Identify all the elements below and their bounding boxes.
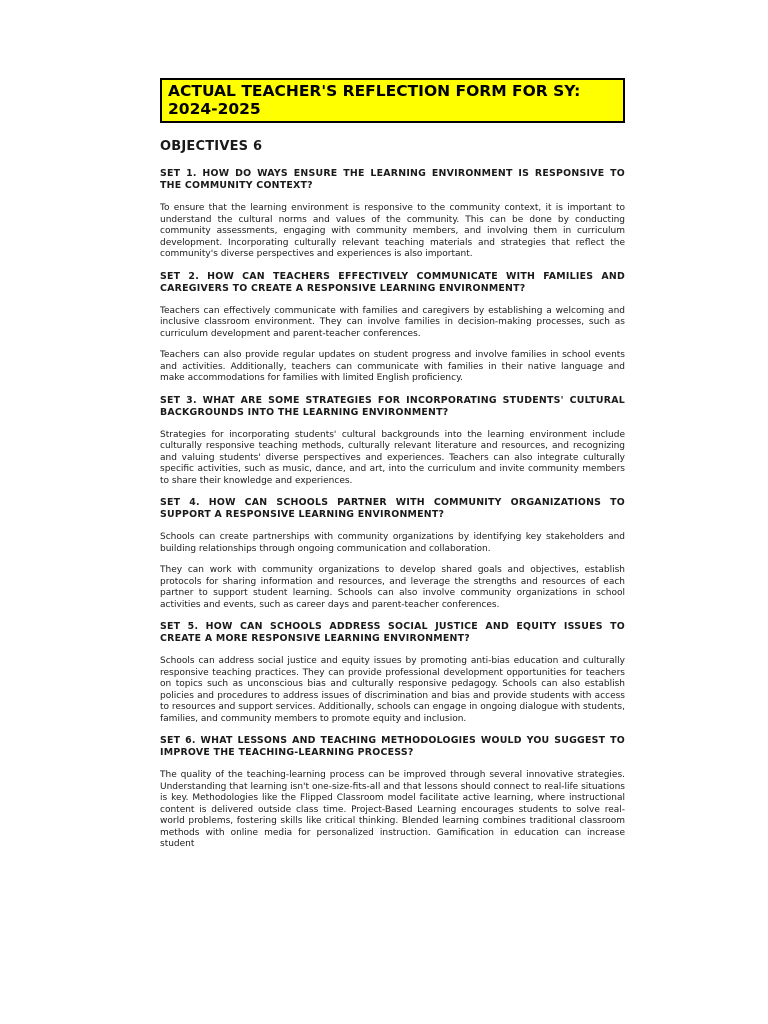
set-paragraph: Strategies for incorporating students' cultural backgrounds into the learning environment include culturally responsive teaching methods, culturally relevant literature and resources, and recognizing and valuing students' diverse perspectives and experiences. Teachers can also integrate culturally specific activities, such as music, dance, and art, into the curriculum and invite community members to share their knowledge and experiences.	[160, 429, 625, 486]
title-banner	[160, 78, 625, 123]
set-heading: SET 4. HOW CAN SCHOOLS PARTNER WITH COMMUNITY ORGANIZATIONS TO SUPPORT A RESPONSIVE LEARNING ENVIRONMENT?	[160, 497, 625, 520]
objectives-heading: OBJECTIVES 6	[160, 139, 263, 154]
set-paragraph: Schools can address social justice and equity issues by promoting anti-bias education and culturally responsive teaching practices. They can provide professional development opportunities for teachers on topics such as unconscious bias and culturally responsive pedagogy. Schools can also establish policies and procedures to address issues of discrimination and bias and provide students with access to resources and support services. Additionally, schools can engage in ongoing dialogue with students, families, and community members to promote equity and inclusion.	[160, 656, 625, 724]
document-content	[160, 78, 625, 861]
set-paragraph: The quality of the teaching-learning process can be improved through several innovative strategies. Understanding that learning isn't one-size-fits-all and that lessons should connect to real-life situations is key. Methodologies like the Flipped Classroom model facilitate active learning, where instructional content is delivered outside class time. Project-Based Learning encourages students to solve real-world problems, fostering skills like critical thinking. Blended learning combines traditional classroom methods with online media for personalized instruction. Gamification in education can increase student	[160, 770, 625, 849]
set-paragraph: They can work with community organizations to develop shared goals and objectives, establish protocols for sharing information and resources, and leverage the strengths and resources of each partner to support student learning. Schools can also involve community organizations in school activities and events, such as career days and parent-teacher conferences.	[160, 565, 625, 610]
set-heading: SET 3. WHAT ARE SOME STRATEGIES FOR INCORPORATING STUDENTS' CULTURAL BACKGROUNDS INTO THE LEARNING ENVIRONMENT?	[160, 394, 625, 418]
set-4	[160, 497, 625, 611]
set-heading: SET 1. HOW DO WAYS ENSURE THE LEARNING ENVIRONMENT IS RESPONSIVE TO THE COMMUNITY CONTEXT?	[160, 168, 625, 191]
set-heading: SET 6. WHAT LESSONS AND TEACHING METHODOLOGIES WOULD YOU SUGGEST TO IMPROVE THE TEACHING-LEARNING PROCESS?	[160, 735, 625, 758]
set-heading: SET 2. HOW CAN TEACHERS EFFECTIVELY COMMUNICATE WITH FAMILIES AND CAREGIVERS TO CREATE A RESPONSIVE LEARNING ENVIRONMENT?	[160, 270, 625, 294]
document-title: ACTUAL TEACHER'S REFLECTION FORM FOR SY: 2024-2025	[168, 82, 581, 118]
set-paragraph: Schools can create partnerships with community organizations by identifying key stakeholders and building relationships through ongoing communication and collaboration.	[160, 532, 625, 554]
set-3	[160, 395, 625, 488]
set-paragraph: Teachers can also provide regular updates on student progress and involve families in school events and activities. Additionally, teachers can communicate with families in their native language and make accommodations for families with limited English proficiency.	[160, 350, 625, 383]
set-heading: SET 5. HOW CAN SCHOOLS ADDRESS SOCIAL JUSTICE AND EQUITY ISSUES TO CREATE A MORE RESPONSIVE LEARNING ENVIRONMENT?	[160, 621, 625, 644]
set-6	[160, 735, 625, 851]
set-paragraph: To ensure that the learning environment is responsive to the community context, it is important to understand the cultural norms and values of the community. This can be done by conducting community assessments, engaging with community members, and involving them in curriculum development. Incorporating culturally relevant teaching materials and strategies that reflect the community's diverse perspectives and experiences is also important.	[160, 203, 625, 259]
set-paragraph: Teachers can effectively communicate with families and caregivers by establishing a welcoming and inclusive classroom environment. They can involve families in decision-making processes, such as curriculum development and parent-teacher conferences.	[160, 305, 625, 339]
set-2	[160, 271, 625, 385]
set-5	[160, 621, 625, 725]
set-1	[160, 168, 625, 261]
